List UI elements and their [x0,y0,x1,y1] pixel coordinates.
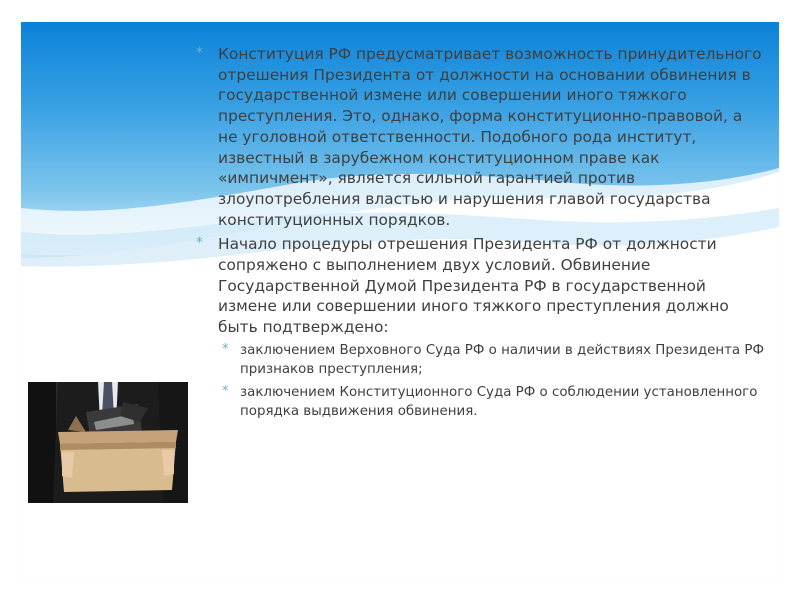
subbullet-marker: * [222,383,229,399]
subbullet-constitutional-court [218,383,764,422]
bullet-text: Конституция РФ предусматривает возможность принудительного отрешения Президента от должности на основании обвинения в государственной измене или совершении иного тяжкого преступления. Это, однако, форма конституционно-правовой, а не уголовной ответственности. Подобного рода институт, известный в зарубежном конституционном праве как «импичмент», является сильной гарантией против злоупотребления властью и нарушения главой государства конституционных порядков. [218,45,762,229]
office-worker-carrying-box-icon [28,382,188,503]
slide-content [196,44,764,421]
bullet-text: Начало процедуры отрешения Президента РФ от должности сопряжено с выполнением двух условий. Обвинение Государственной Думой Президента РФ в государственной измене или совершении иного тяжкого преступления должно быть подтверждено: [218,235,729,337]
bullet-marker: * [196,45,203,61]
office-worker-photo [28,382,188,503]
bullet-marker: * [196,235,203,252]
subbullet-text: заключением Конституционного Суда РФ о соблюдении установленного порядка выдвижения обвинения. [240,384,758,420]
subbullet-marker: * [222,341,229,357]
bullet-procedure-conditions [196,234,764,338]
bullet-impeachment-basis [196,44,764,230]
slide [21,22,779,578]
subbullet-text: заключением Верховного Суда РФ о наличии в действиях Президента РФ признаков преступления; [240,342,765,378]
subbullet-supreme-court [218,341,764,380]
